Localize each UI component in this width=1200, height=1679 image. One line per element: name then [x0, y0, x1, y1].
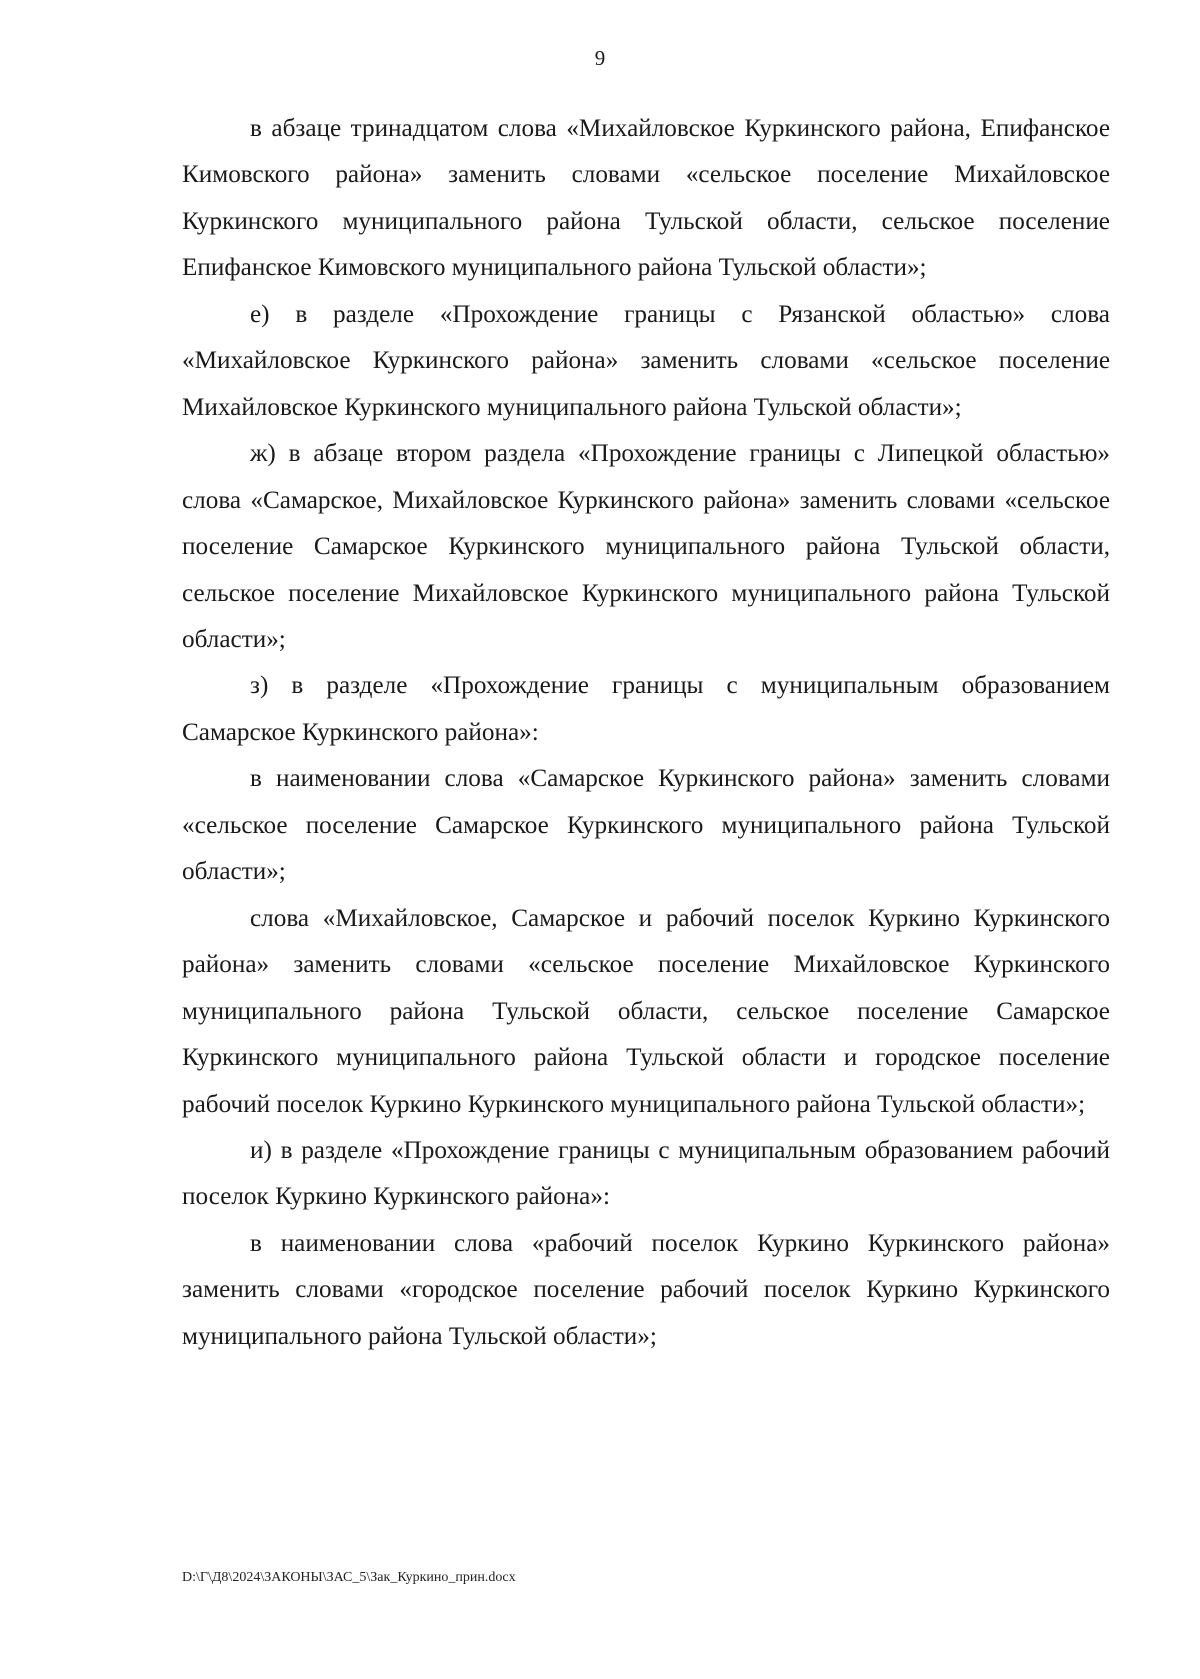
paragraph-abzac-13: в абзаце тринадцатом слова «Михайловское Куркинского района, Епифанское Кимовского района» заменить словами «сельское поселение Михайловское Куркинского муниципального района Тульской области, сельское поселение Епифанское Кимовского муниципального района Тульской области»; — [182, 115, 1110, 282]
footer-file-path: D:\Г\Д8\2024\ЗАКОНЫ\ЗАС_5\Зак_Куркино_прин.docx — [182, 1570, 516, 1585]
paragraph-item-i: и) в разделе «Прохождение границы с муниципальным образованием рабочий поселок Куркино Куркинского района»: — [182, 1136, 1110, 1211]
page-number: 9 — [594, 46, 606, 70]
document-body — [182, 106, 1110, 1360]
paragraph-item-z: з) в разделе «Прохождение границы с муниципальным образованием Самарское Куркинского района»: — [182, 672, 1110, 746]
paragraph-item-z-words: слова «Михайловское, Самарское и рабочий поселок Куркино Куркинского района» заменить словами «сельское поселение Михайловское Куркинского муниципального района Тульской области, сельское поселение Самарское Куркинского муниципального района Тульской области и городское поселение рабочий поселок Куркино Куркинского муниципального района Тульской области»; — [182, 904, 1110, 1118]
paragraph-item-e: е) в разделе «Прохождение границы с Рязанской областью» слова «Михайловское Куркинского района» заменить словами «сельское поселение Михайловское Куркинского муниципального района Тульской области»; — [182, 300, 1110, 421]
paragraph-item-zh: ж) в абзаце втором раздела «Прохождение границы с Липецкой областью» слова «Самарское, Михайловское Куркинского района» заменить словами «сельское поселение Самарское Куркинского муниципального района Тульской области, сельское поселение Михайловское Куркинского муниципального района Тульской области»; — [182, 440, 1110, 653]
paragraph-item-z-naming: в наименовании слова «Самарское Куркинского района» заменить словами «сельское поселение Самарское Куркинского муниципального района Тульской области»; — [182, 765, 1110, 886]
paragraph-item-i-naming: в наименовании слова «рабочий поселок Куркино Куркинского района» заменить словами «городское поселение рабочий поселок Куркино Куркинского муниципального района Тульской области»; — [182, 1229, 1110, 1350]
